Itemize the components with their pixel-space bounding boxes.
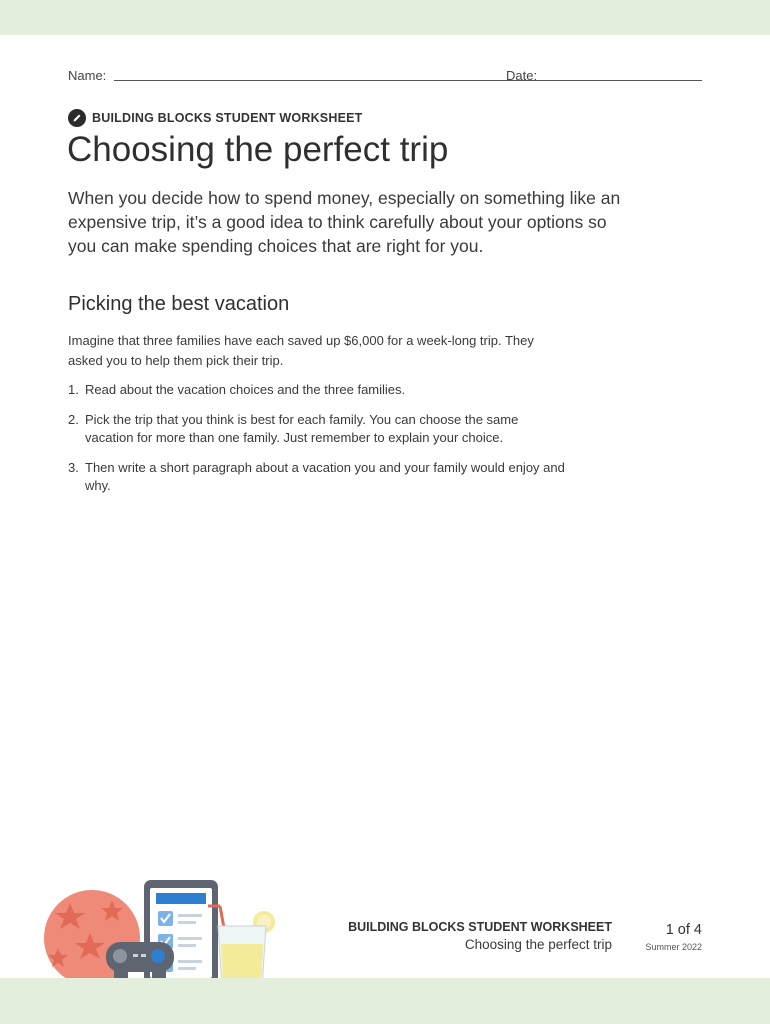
date-field-line[interactable] xyxy=(545,80,702,81)
step-text: Read about the vacation choices and the three families. xyxy=(85,382,406,397)
step-text: Then write a short paragraph about a vacation you and your family would enjoy and why. xyxy=(85,459,565,493)
footer-title: Choosing the perfect trip xyxy=(464,937,612,952)
name-date-row xyxy=(68,66,702,86)
page-number: 1 of 4 xyxy=(665,922,702,938)
instruction-step xyxy=(68,411,568,448)
name-label: Name: xyxy=(68,68,107,83)
top-color-band xyxy=(0,0,770,35)
lemonade-glass-illustration xyxy=(208,906,275,988)
bottom-color-band xyxy=(0,978,770,1024)
step-text: Pick the trip that you think is best for each family. You can choose the same vacation for more than one family. Just remember to explain your choice. xyxy=(85,411,519,445)
instruction-step xyxy=(68,381,568,400)
kicker-label: BUILDING BLOCKS STUDENT WORKSHEET xyxy=(92,111,363,125)
step-number: 1. xyxy=(68,382,79,397)
pencil-circle-icon xyxy=(68,109,86,127)
name-field-line[interactable] xyxy=(114,80,551,81)
footer-illustration xyxy=(40,878,280,994)
worksheet-kicker xyxy=(68,108,363,128)
step-number: 3. xyxy=(68,459,79,475)
footer-kicker: BUILDING BLOCKS STUDENT WORKSHEET xyxy=(348,920,612,934)
edition-label: Summer 2022 xyxy=(645,942,702,952)
step-number: 2. xyxy=(68,411,79,427)
date-label: Date: xyxy=(506,68,538,83)
section-heading: Picking the best vacation xyxy=(68,293,290,315)
instruction-step xyxy=(68,459,568,496)
instruction-list xyxy=(68,381,568,507)
section-paragraph: Imagine that three families have each saved up $6,000 for a week-long trip. They asked you to help them pick their trip. xyxy=(68,333,534,368)
page-title: Choosing the perfect trip xyxy=(67,130,449,169)
intro-paragraph: When you decide how to spend money, especially on something like an expensive trip, it’s a good idea to think carefully about your options so you can make spending choices that are right for you. xyxy=(68,188,621,256)
